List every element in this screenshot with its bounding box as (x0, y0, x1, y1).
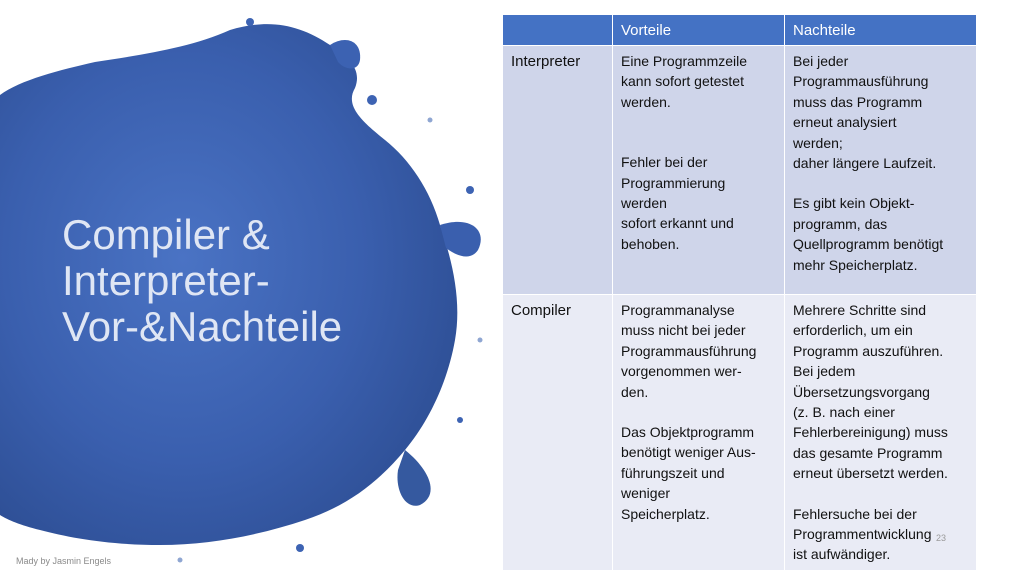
compiler-nachteile-cell (785, 295, 977, 571)
interpreter-nachteil-1: Bei jeder Programmausführung muss das Programm erneut analysiert werden; daher längere Laufzeit. (793, 53, 937, 172)
compiler-nachteil-2: Fehlersuche bei der Programmentwicklung ist aufwändiger. (793, 505, 932, 563)
title-line: Interpreter- (62, 257, 270, 304)
interpreter-vorteil-2: Fehler bei der Programmierung werden sofort erkannt und behoben. (621, 154, 734, 252)
comparison-table (502, 14, 977, 571)
title-line: Compiler & (62, 211, 270, 258)
table-row-compiler (503, 295, 977, 571)
compiler-nachteil-1: Mehrere Schritte sind erforderlich, um ein Programm auszuführen. Bei jedem Übersetzungsvorgang (z. B. nach einer Fehlerbereinigung) muss das gesamte Programm erneut übersetzt werden. (793, 302, 948, 482)
compiler-vorteile-cell (613, 295, 785, 571)
interpreter-vorteil-1: Eine Programmzeile kann sofort getestet werden. (621, 53, 748, 110)
table-header-row (503, 15, 977, 46)
row-label-compiler: Compiler (503, 295, 613, 571)
footer-credit: Mady by Jasmin Engels (16, 556, 112, 566)
compiler-vorteil-1: Programmanalyse muss nicht bei jeder Programmausführung vorgenommen wer- den. (621, 302, 757, 400)
interpreter-nachteil-2: Es gibt kein Objekt- programm, das Quellprogramm benötigt mehr Speicherplatz. (793, 195, 944, 273)
page-number: 23 (936, 533, 947, 543)
slide-title (62, 212, 422, 350)
header-nachteile: Nachteile (785, 15, 977, 46)
title-line: Vor-&Nachteile (62, 303, 343, 350)
interpreter-vorteile-cell (613, 46, 785, 295)
header-empty (503, 15, 613, 46)
header-vorteile: Vorteile (613, 15, 785, 46)
compiler-vorteil-2: Das Objektprogramm benötigt weniger Aus- führungszeit und weniger Speicherplatz. (621, 424, 756, 522)
interpreter-nachteile-cell (785, 46, 977, 295)
row-label-interpreter: Interpreter (503, 46, 613, 295)
comparison-table-container (502, 14, 977, 571)
table-row-interpreter (503, 46, 977, 295)
